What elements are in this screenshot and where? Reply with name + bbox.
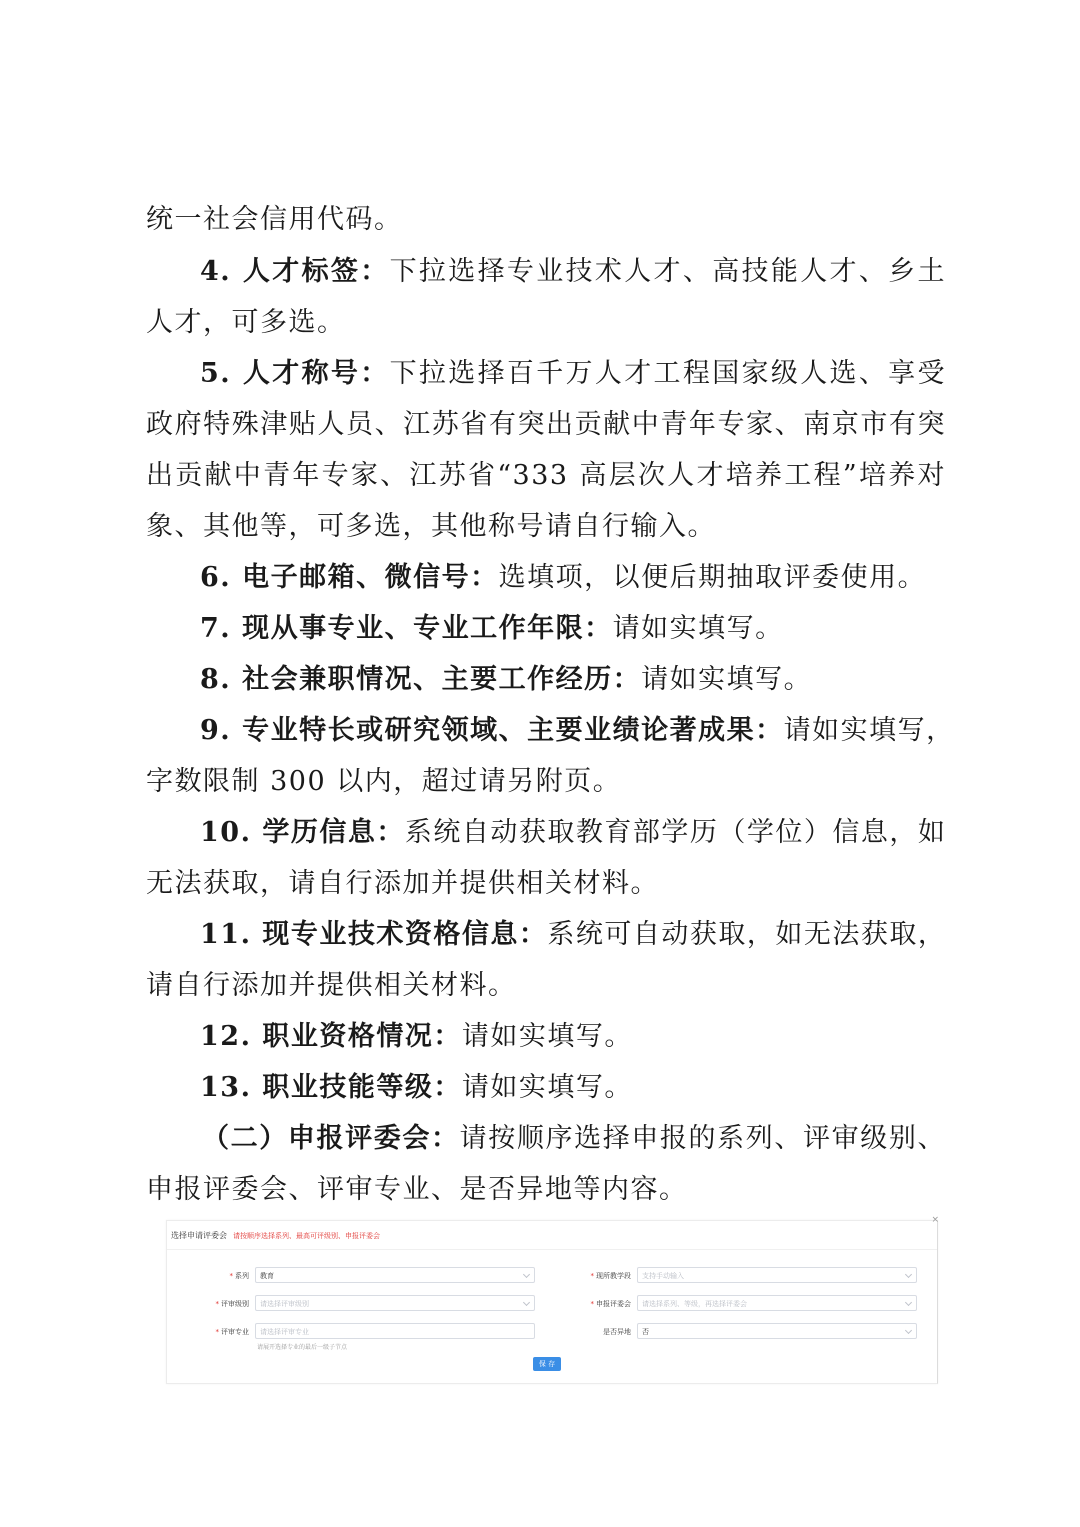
- remote-label: 是否异地: [603, 1328, 631, 1336]
- level-select[interactable]: 请选择评审级别: [255, 1295, 535, 1311]
- major-label: * 评审专业: [215, 1328, 249, 1336]
- para-line: 无法获取，请自行添加并提供相关材料。: [146, 868, 659, 899]
- para-label: 8. 社会兼职情况、主要工作经历：: [200, 664, 642, 695]
- chevron-down-icon: [905, 1327, 912, 1334]
- para-line: 字数限制 300 以内，超过请另附页。: [146, 766, 622, 797]
- para-talent-title: 5. 人才称号：下拉选择百千万人才工程国家级人选、享受: [200, 358, 947, 389]
- chevron-down-icon: [523, 1299, 530, 1306]
- para-label: 4. 人才标签：: [200, 256, 390, 287]
- committee-form: [166, 1215, 939, 1384]
- major-hint: 请展开选择专业的最后一级子节点: [257, 1344, 348, 1351]
- form-hint: 请按顺序选择系列、最高可评级别、申报评委会: [233, 1232, 380, 1240]
- para-education: 10. 学历信息：系统自动获取教育部学历（学位）信息，如: [200, 817, 947, 848]
- stage-label: * 现所教学段: [590, 1272, 631, 1280]
- para-label: 12. 职业资格情况：: [200, 1021, 462, 1052]
- para-label: 5. 人才称号：: [200, 358, 390, 389]
- series-label: * 系列: [229, 1272, 249, 1280]
- para-social: 8. 社会兼职情况、主要工作经历：请如实填写。: [200, 664, 813, 695]
- series-select[interactable]: 教育: [255, 1267, 535, 1283]
- para-expertise: 9. 专业特长或研究领域、主要业绩论著成果：请如实填写，: [200, 715, 955, 746]
- para-qualification: 11. 现专业技术资格信息：系统可自动获取，如无法获取，: [200, 919, 947, 950]
- para-line: 请自行添加并提供相关材料。: [146, 970, 517, 1001]
- para-talent-tag: 4. 人才标签：下拉选择专业技术人才、高技能人才、乡土: [200, 256, 947, 287]
- para-vocational: 12. 职业资格情况：请如实填写。: [200, 1021, 633, 1052]
- para-label: 7. 现从事专业、专业工作年限：: [200, 613, 613, 644]
- para-line: 申报评委会、评审专业、是否异地等内容。: [146, 1174, 688, 1205]
- para-skill-level: 13. 职业技能等级：请如实填写。: [200, 1072, 633, 1103]
- level-label: * 评审级别: [215, 1300, 249, 1308]
- divider: [167, 1249, 937, 1250]
- para-line: 象、其他等，可多选，其他称号请自行输入。: [146, 511, 716, 542]
- para-label: （二）申报评委会：: [202, 1123, 460, 1154]
- form-title: 选择申请评委会 请按顺序选择系列、最高可评级别、申报评委会: [171, 1231, 380, 1240]
- major-select[interactable]: 请选择评审专业: [255, 1323, 535, 1339]
- stage-select[interactable]: 支持手动输入: [637, 1267, 917, 1283]
- para-label: 10. 学历信息：: [200, 817, 405, 848]
- committee-select[interactable]: 请选择系列、等级，再选择评委会: [637, 1295, 917, 1311]
- committee-label: * 申报评委会: [590, 1300, 631, 1308]
- para-line: 政府特殊津贴人员、江苏省有突出贡献中青年专家、南京市有突: [146, 409, 946, 440]
- save-button[interactable]: 保 存: [533, 1357, 561, 1371]
- para-line: 出贡献中青年专家、江苏省“333 高层次人才培养工程”培养对: [146, 460, 946, 491]
- remote-select[interactable]: 否: [637, 1323, 917, 1339]
- para-email: 6. 电子邮箱、微信号：选填项，以便后期抽取评委使用。: [200, 562, 927, 593]
- close-icon[interactable]: ×: [931, 1215, 939, 1225]
- para-major: 7. 现从事专业、专业工作年限：请如实填写。: [200, 613, 784, 644]
- para-line: 人才，可多选。: [146, 307, 346, 338]
- chevron-down-icon: [905, 1271, 912, 1278]
- para-line: 统一社会信用代码。: [146, 204, 403, 235]
- para-committee: （二）申报评委会：请按顺序选择申报的系列、评审级别、: [202, 1123, 947, 1154]
- chevron-down-icon: [905, 1299, 912, 1306]
- para-label: 13. 职业技能等级：: [200, 1072, 462, 1103]
- chevron-down-icon: [523, 1271, 530, 1278]
- para-label: 6. 电子邮箱、微信号：: [200, 562, 499, 593]
- para-label: 11. 现专业技术资格信息：: [200, 919, 548, 950]
- para-label: 9. 专业特长或研究领域、主要业绩论著成果：: [200, 715, 784, 746]
